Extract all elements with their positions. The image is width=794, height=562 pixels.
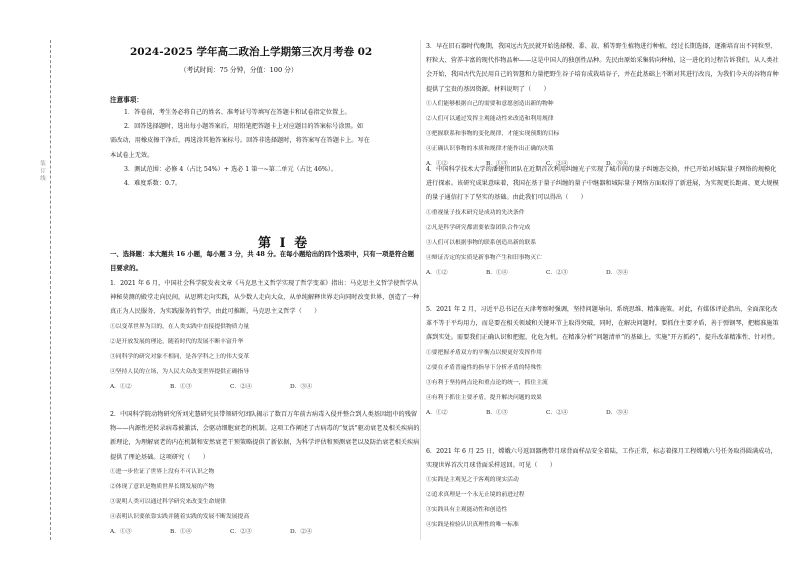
question-6 xyxy=(426,445,780,533)
exam-meta: （考试时间：75 分钟，分值：100 分） xyxy=(180,66,298,74)
question-5 xyxy=(426,303,780,421)
answer-choice: A．①③ xyxy=(110,528,132,535)
question-stem: 1．2021 年 6 月，中国社会科学院发表文章《马克思主义哲学实现了哲学变革》指出：马克思主义哲学使哲学从神秘莫测的殿堂走向民间，从思辨走向实践，从少数人走向大众，从单纯解释世界走向同时改变世界，创造了一种真正为人民服务、为实践服务的哲学，由此可推断，马克思主义哲学（ ） xyxy=(110,280,420,316)
question-4 xyxy=(426,163,780,281)
answer-choice: D．③④ xyxy=(606,269,629,276)
question-option: ③把握联系和事物的变化规律，才能实现预期的目标 xyxy=(426,130,560,137)
question-option: ①要把握矛盾双方的平衡点以便更好发挥作用 xyxy=(426,349,542,356)
answer-row xyxy=(110,525,420,540)
question-option: ②凡是科学研究都需要依靠团队合作完成 xyxy=(426,224,531,231)
answer-row xyxy=(110,380,420,395)
binding-label: 装订线 xyxy=(39,160,45,183)
question-stem: 6．2021 年 6 月 25 日，嫦娥六号返回器携带月球背面样品安全着陆，工作正常，标志着探月工程嫦娥六号任务取得圆满成功，实现世界首次月球背面采样返回。可见（ ） xyxy=(426,448,777,470)
answer-choice: B．①④ xyxy=(170,528,192,535)
question-option: ②要在矛盾普遍性的指导下分析矛盾的特殊性 xyxy=(426,364,542,371)
note-item: 本试卷上无效。 xyxy=(110,151,154,159)
answer-choice: C．②④ xyxy=(546,409,568,416)
question-option: ④正确认识事物的本质和规律才能作出正确的决策 xyxy=(426,145,554,152)
question-option: ③同科学的研究对象不相同，是各学科之上的伟大变革 xyxy=(110,353,250,360)
question-1 xyxy=(110,277,420,395)
question-option: ①人们能够根据自己的需要和意愿创造出新的物种 xyxy=(426,100,554,107)
answer-choice: B．①③ xyxy=(486,160,508,167)
question-option: ②追求真理是一个永无止境的前进过程 xyxy=(426,492,525,499)
question-option: ②是开放发展的理论，随着时代的发展不断丰富升华 xyxy=(110,338,244,345)
note-item: 3．测试范围：必修 4（占比 54%）+ 选必 1 第一~第二单元（占比 46%）。 xyxy=(124,165,338,173)
notes-heading: 注意事项： xyxy=(110,96,143,104)
note-item: 需改动，用橡皮擦干净后，再选涂其他答案标号。回答非选择题时，将答案写在答题卡上。写在 xyxy=(110,137,370,145)
question-option: ③说明人类可以通过科学研究来改变生命规律 xyxy=(110,498,226,505)
answer-choice: B．①③ xyxy=(170,383,192,390)
answer-choice: C．②③ xyxy=(546,269,568,276)
column-divider xyxy=(420,40,421,540)
section-juan: 第 I 卷 xyxy=(258,236,310,251)
answer-choice: B．①④ xyxy=(486,269,508,276)
question-option: ②体现了意识是物质世界长期发展的产物 xyxy=(110,483,215,490)
question-option: ④辩证否定的实质是新事物产生和旧事物灭亡 xyxy=(426,254,542,261)
question-option: ③人们可以根据事物的联系创造出新的联系 xyxy=(426,239,537,246)
note-item: 4．难度系数：0.7。 xyxy=(124,180,182,188)
question-option: ④实践是检验认识真理性的唯一标准 xyxy=(426,522,519,529)
binding-margin xyxy=(36,40,66,540)
question-2 xyxy=(110,408,420,540)
question-option: ①实践是主观见之于客观的现实活动 xyxy=(426,477,519,484)
answer-choice: D．②④ xyxy=(290,528,313,535)
question-option: ④表明认识要依靠实践并随着实践的发展不断发展提高 xyxy=(110,513,250,520)
note-item: 2．回答选择题时，选出每小题答案后，用铅笔把答题卡上对应题目的答案标号涂黑。如 xyxy=(124,123,364,131)
section-heading: 一、选择题：本大题共 16 小题，每小题 3 分，共 48 分。在每小题给出的四个选项中，只有一项是符合题目要求的。 xyxy=(110,250,414,272)
question-stem: 3．早在旧石器时代晚期，我国远古先民就开始选择稷、黍、菽、稻等野生植物进行种植，经过长期选择，逐渐培育出不同粒型、籽粒大、营养丰富的现代作物品种——这是中国人的独创性品种。先民由原始采集转向种植，这一进化的过程告诉我们，从人类社会开始，我国古代先民用自己的智慧和力量把野生谷子培育成栽培谷子，并在此基础上不断对其进行改良，为我们今天的谷物育种提供了宝贵的基因资源。材料说明了（ ） xyxy=(426,43,779,93)
answer-choice: C．②④ xyxy=(230,383,252,390)
answer-choice: C．②③ xyxy=(230,528,252,535)
question-option: ③实践具有主观能动性和创造性 xyxy=(426,507,508,514)
answer-choice: D．③④ xyxy=(606,409,629,416)
question-option: ①以变革世界为目的，在人类实践中直接提供物质力量 xyxy=(110,323,250,330)
question-3 xyxy=(426,40,780,172)
question-stem: 5．2021 年 2 月，习近平总书记在天津考察时强调，坚持问题导向、系统思维、精准施策。对此，有媒体评论指出，全面深化改革不等于平均用力，而是要在相关领域和关键环节上取得突破，同时，在解决问题时，要抓住主要矛盾，善于弹钢琴，把精准施策落到实处。需要我们正确认识和把握，化危为机。在精准分析“问题清单”的基础上，实施“开方抓药”，提升改革精准性、针对性。 xyxy=(426,306,779,342)
answer-choice: C．②④ xyxy=(546,160,568,167)
question-option: ④有利于抓住主要矛盾，提升解决问题的效果 xyxy=(426,394,542,401)
answer-choice: A．①② xyxy=(426,409,448,416)
answer-choice: B．①③ xyxy=(486,409,508,416)
question-option: ③有利于坚持两点论和重点论的统一，抓住主流 xyxy=(426,379,548,386)
question-option: ①进一步佐证了世界上没有不可认识之物 xyxy=(110,468,215,475)
answer-choice: A．①② xyxy=(426,269,448,276)
answer-choice: A．①② xyxy=(110,383,132,390)
answer-row xyxy=(426,266,780,281)
question-option: ②人们可以通过发挥主观能动性来改造和利用规律 xyxy=(426,115,554,122)
notes-list xyxy=(110,106,420,191)
answer-row xyxy=(426,406,780,421)
answer-choice: A．①② xyxy=(426,160,448,167)
question-stem: 2．中国科学院动物研究所刘光慧研究员带领研究团队揭示了数百万年前古病毒入侵并整合到人类基因组中的残留物——内源性逆转录病毒被激活，会驱动细胞衰老的机制。这项工作阐述了古病毒的“复活”驱动衰老及相关疾病的新理论，为理解衰老的内在机制和安然衰老干预策略提供了新依据，为科学评估和预测衰老以及防治衰老相关疾病提供了理论基础。这项研究（ ） xyxy=(110,411,420,461)
answer-choice: D．③④ xyxy=(290,383,313,390)
question-stem: 4．中国科学技术大学的潘建伟团队在近期首次利用纠缠光子实现了城市间的量子纠缠态交换，并已开始对城际量子网络的规模化进行探索。该研究成果意味着，我国在基于量子纠缠的量子中继器和城际量子网络方面取得了新进展，为实现更长距离、更大规模的量子通信打下了坚实的基础。由此我们可以得出（ ） xyxy=(426,166,779,202)
question-option: ④坚持人民的立场，为人民大众改变世界提供正确指导 xyxy=(110,368,250,375)
question-option: ①重视量子技术研究是成功的先决条件 xyxy=(426,209,525,216)
note-item: 1．答卷前，考生务必将自己的姓名、准考证号等填写在答题卡和试卷指定位置上。 xyxy=(124,109,351,116)
binding-line xyxy=(50,40,51,540)
exam-title: 2024-2025 学年高二政治上学期第三次月考卷 02 xyxy=(130,46,373,58)
answer-choice: D．③④ xyxy=(606,160,629,167)
